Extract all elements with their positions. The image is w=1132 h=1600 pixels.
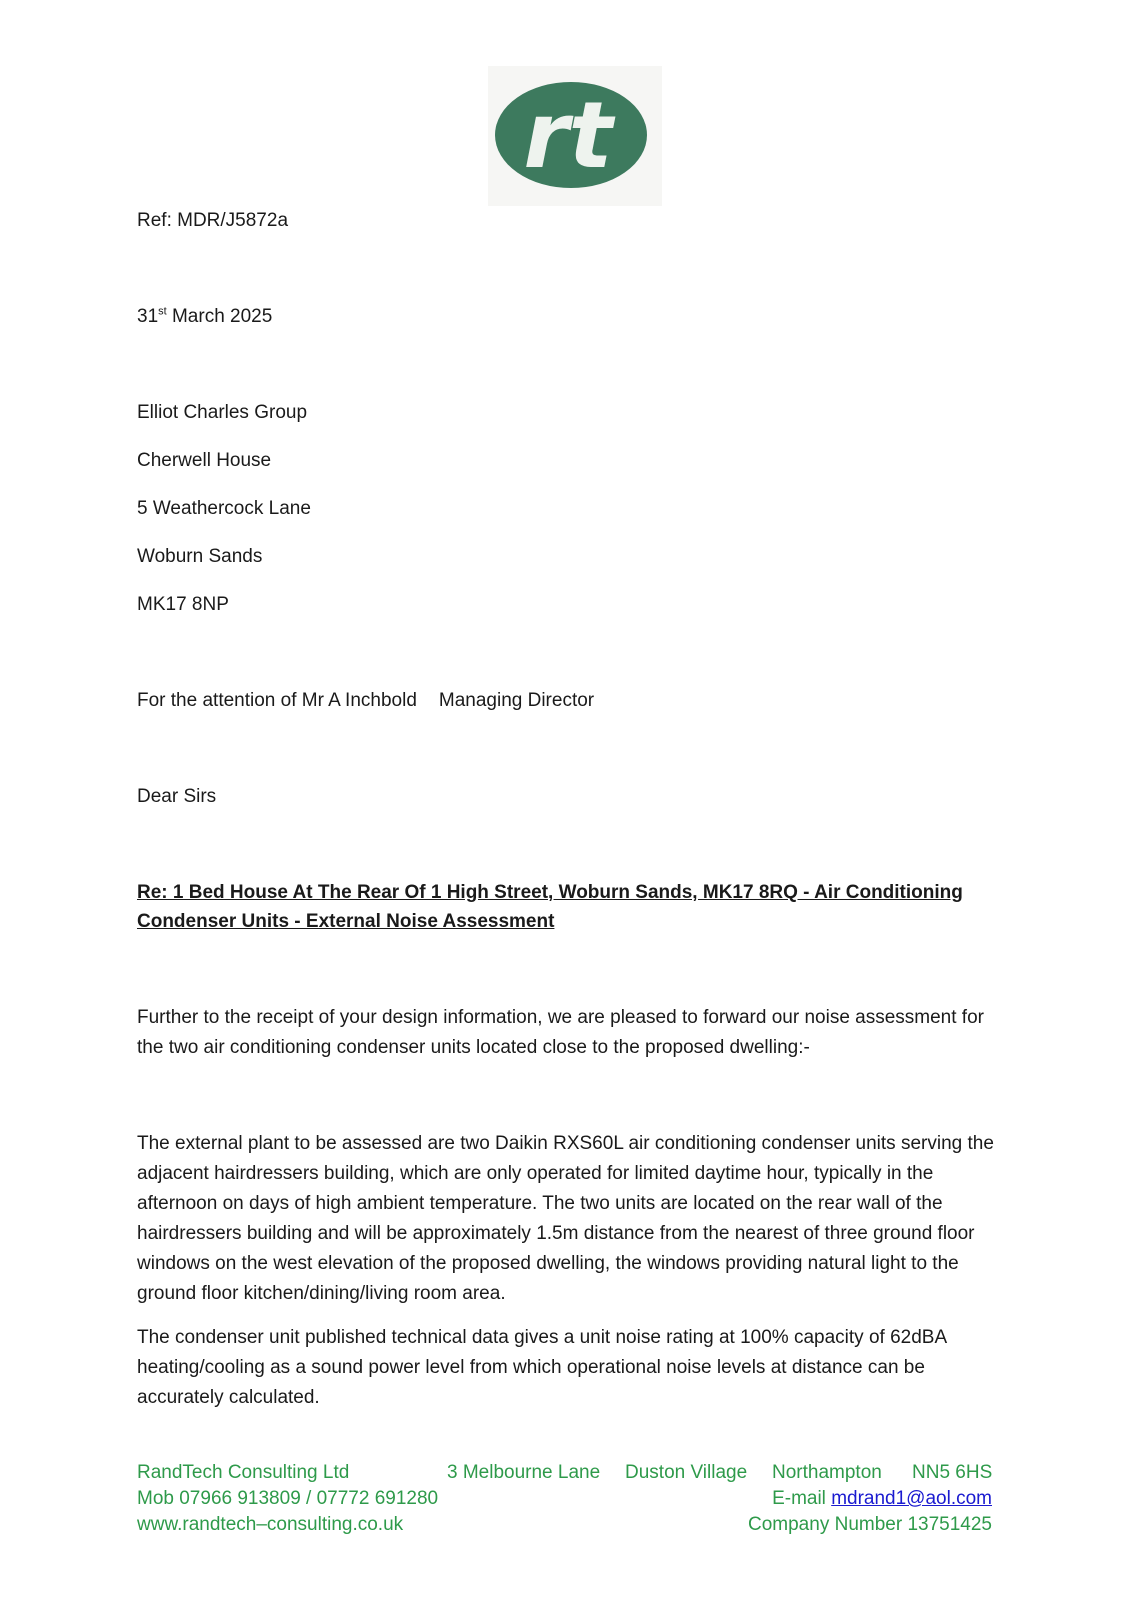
address-line: MK17 8NP [137,594,229,615]
address-line: Elliot Charles Group [137,402,308,423]
logo-text: rt [523,82,613,189]
address-line: 5 Weathercock Lane [137,498,311,519]
subject-line-1: Re: 1 Bed House At The Rear Of 1 High Street, Woburn Sands, MK17 8RQ - Air Conditioning [137,882,963,903]
subject-line-2: Condenser Units - External Noise Assessment [137,911,555,932]
footer-email-link[interactable]: mdrand1@aol.com [831,1488,992,1509]
salutation: Dear Sirs [137,786,217,807]
rt-logo-icon [488,66,662,206]
footer-postcode: NN5 6HS [912,1462,993,1483]
footer-mobile: Mob 07966 913809 / 07772 691280 [137,1488,439,1509]
attention-role: Managing Director [438,690,595,711]
footer-email-line [772,1486,992,1512]
attention-line [137,686,594,716]
letter-date [137,302,272,332]
company-logo [488,66,662,206]
footer-company-number: Company Number 13751425 [748,1514,992,1535]
address-line: Woburn Sands [137,546,263,567]
reference: Ref: MDR/J5872a [137,210,289,231]
attention-name: For the attention of Mr A Inchbold [137,690,417,711]
date-suffix: st [158,305,167,318]
address-line: Cherwell House [137,450,272,471]
date-rest: March 2025 [166,306,273,327]
footer-company: RandTech Consulting Ltd [137,1462,350,1483]
body-paragraph-2: The external plant to be assessed are two Daikin RXS60L air conditioning condenser units serving the adjacent hairdressers building, which are only operated for limited daytime hour, typically in the afternoon on days of high ambient temperature. The two units are located on the rear wall of the hairdressers building and will be approximately 1.5m distance from the nearest of three ground floor windows on the west elevation of the proposed dwelling, the windows providing natural light to the ground floor kitchen/dining/living room area. [137,1133,994,1304]
footer-email-label: E-mail [772,1488,832,1509]
footer-village: Duston Village [625,1462,748,1483]
body-paragraph-3: The condenser unit published technical data gives a unit noise rating at 100% capacity of 62dBA heating/cooling as a sound power level from which operational noise levels at distance can be accurately calculated. [137,1327,947,1408]
date-day: 31 [137,306,159,327]
footer-website[interactable]: www.randtech–consulting.co.uk [137,1514,404,1535]
body-paragraph-1: Further to the receipt of your design information, we are pleased to forward our noise assessment for the two air conditioning condenser units located close to the proposed dwelling:- [137,1007,984,1058]
footer-street: 3 Melbourne Lane [447,1462,601,1483]
footer-town: Northampton [772,1462,882,1483]
